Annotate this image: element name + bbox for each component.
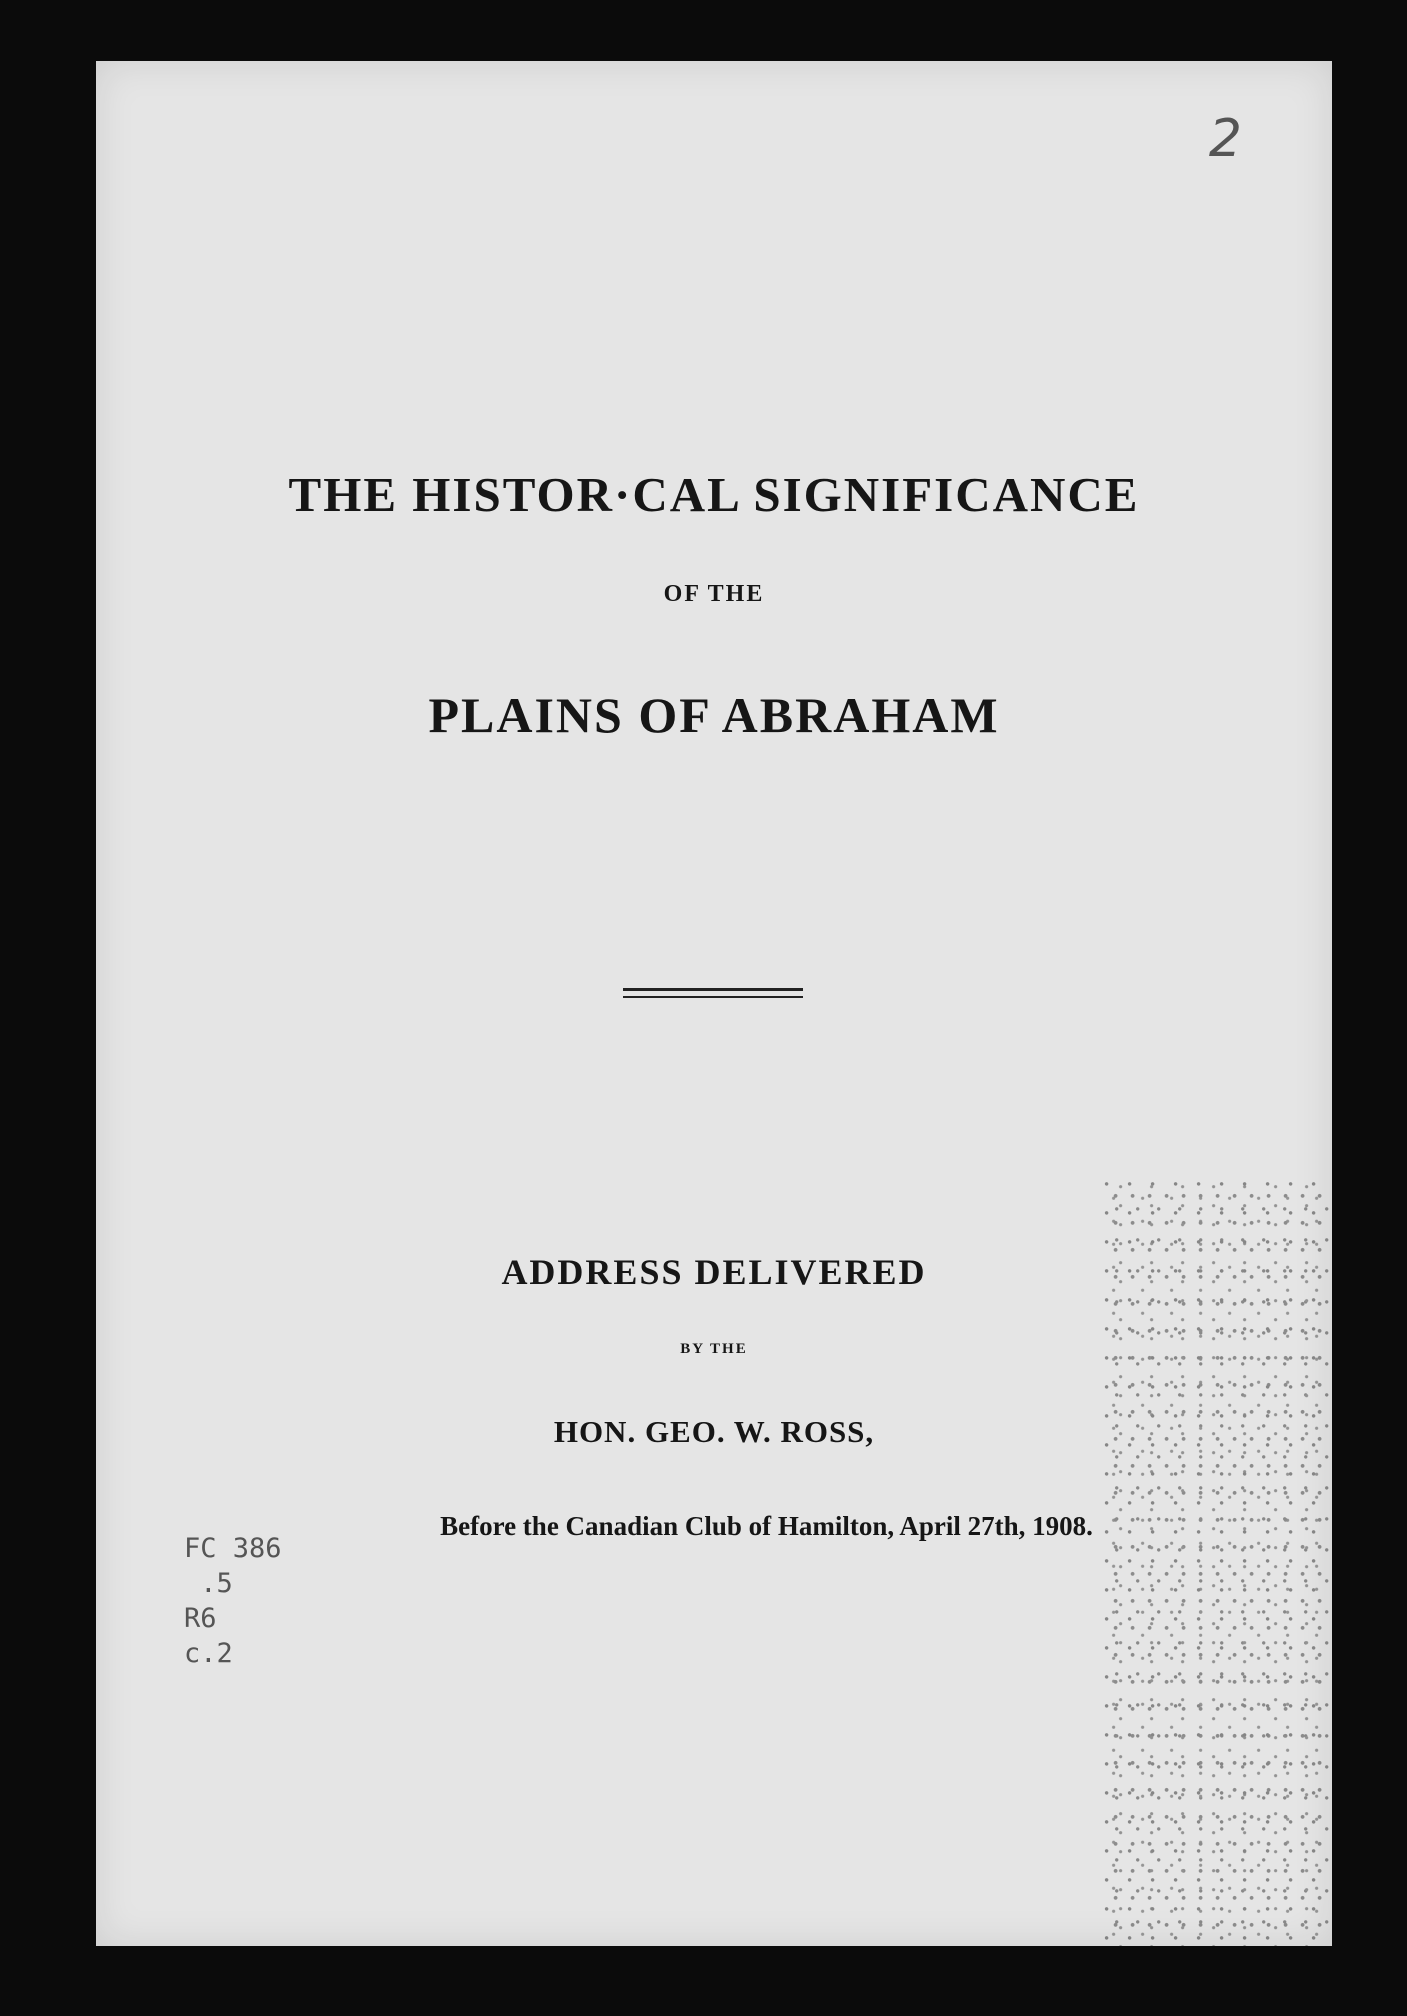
double-rule-top (623, 988, 803, 991)
title-line-2: OF THE (663, 581, 765, 607)
title-line-3: PLAINS OF ABRAHAM (428, 687, 1000, 743)
call-number-line: R6 (184, 1603, 217, 1634)
double-rule-bottom (623, 996, 803, 998)
speaker-name: HON. GEO. W. ROSS, (553, 1414, 875, 1449)
call-number-line: .5 (184, 1568, 233, 1599)
venue-line: Before the Canadian Club of Hamilton, April 27th, 1908. (440, 1511, 1093, 1541)
paper-speckle-texture (1102, 1181, 1332, 1946)
title-line-1: THE HISTOR·CAL SIGNIFICANCE (288, 467, 1140, 522)
library-call-number (184, 1531, 282, 1671)
address-heading: ADDRESS DELIVERED (501, 1252, 927, 1292)
call-number-line: c.2 (184, 1638, 233, 1669)
call-number-line: FC 386 (184, 1533, 282, 1564)
pencil-mark: 2 (1208, 109, 1242, 169)
by-the-text: BY THE (680, 1341, 748, 1357)
document-page (96, 61, 1332, 1946)
